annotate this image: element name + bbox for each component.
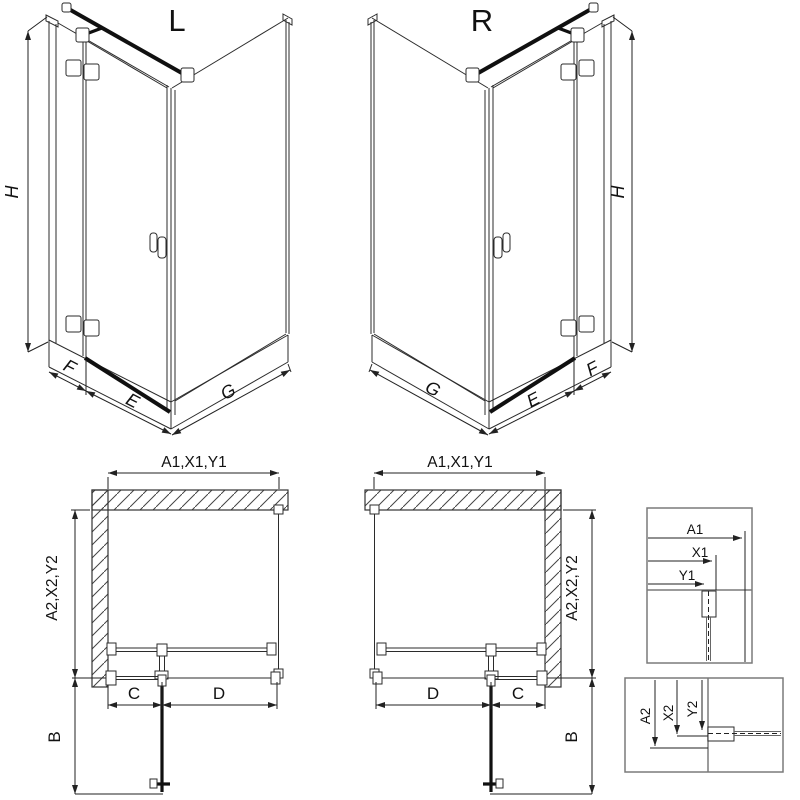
plan-left-fixed-label: C bbox=[127, 684, 141, 703]
plan-right-fixed-label: C bbox=[511, 684, 525, 703]
plan-right-width-label: A1,X1,Y1 bbox=[427, 454, 493, 471]
iso-view-right bbox=[368, 3, 632, 435]
detail-y2-label: Y2 bbox=[685, 700, 700, 718]
detail-a2-label: A2 bbox=[638, 707, 653, 725]
detail-y1-label: Y1 bbox=[678, 568, 696, 583]
detail-x2-label: X2 bbox=[661, 704, 676, 722]
iso-left-door-label: E bbox=[122, 389, 143, 413]
plan-right-door-label: D bbox=[426, 684, 440, 703]
wall-top bbox=[92, 490, 288, 510]
iso-left-segment-label: F bbox=[60, 355, 80, 379]
iso-left-height-label: H bbox=[2, 185, 22, 199]
plan-left-door-label: D bbox=[212, 684, 226, 703]
wall-left bbox=[92, 490, 108, 687]
iso-left-panel-label: G bbox=[217, 379, 240, 404]
plan-right-swing-label: B bbox=[562, 731, 581, 743]
plan-right-depth-label: A2,X2,Y2 bbox=[564, 555, 581, 621]
iso-right-segment-label: F bbox=[582, 357, 602, 381]
wall-right bbox=[545, 490, 561, 687]
detail-x1-label: X1 bbox=[691, 545, 709, 560]
iso-right-height-label: H bbox=[608, 185, 628, 199]
iso-right-panel-label: G bbox=[421, 376, 444, 401]
plan-left-swing-label: B bbox=[45, 731, 64, 743]
iso-left-title: L bbox=[168, 3, 186, 38]
iso-right-door-label: E bbox=[523, 388, 544, 412]
plan-view-right bbox=[365, 454, 596, 794]
detail-depth-measurement bbox=[625, 678, 783, 772]
wall-top-right-plan bbox=[365, 490, 561, 510]
plan-left-width-label: A1,X1,Y1 bbox=[161, 454, 227, 471]
plan-left-depth-label: A2,X2,Y2 bbox=[44, 555, 61, 621]
iso-view-left bbox=[2, 3, 292, 435]
plan-view-left bbox=[44, 454, 288, 794]
iso-right-title: R bbox=[470, 3, 494, 38]
detail-width-measurement bbox=[647, 508, 752, 663]
detail-a1-label: A1 bbox=[686, 522, 704, 537]
